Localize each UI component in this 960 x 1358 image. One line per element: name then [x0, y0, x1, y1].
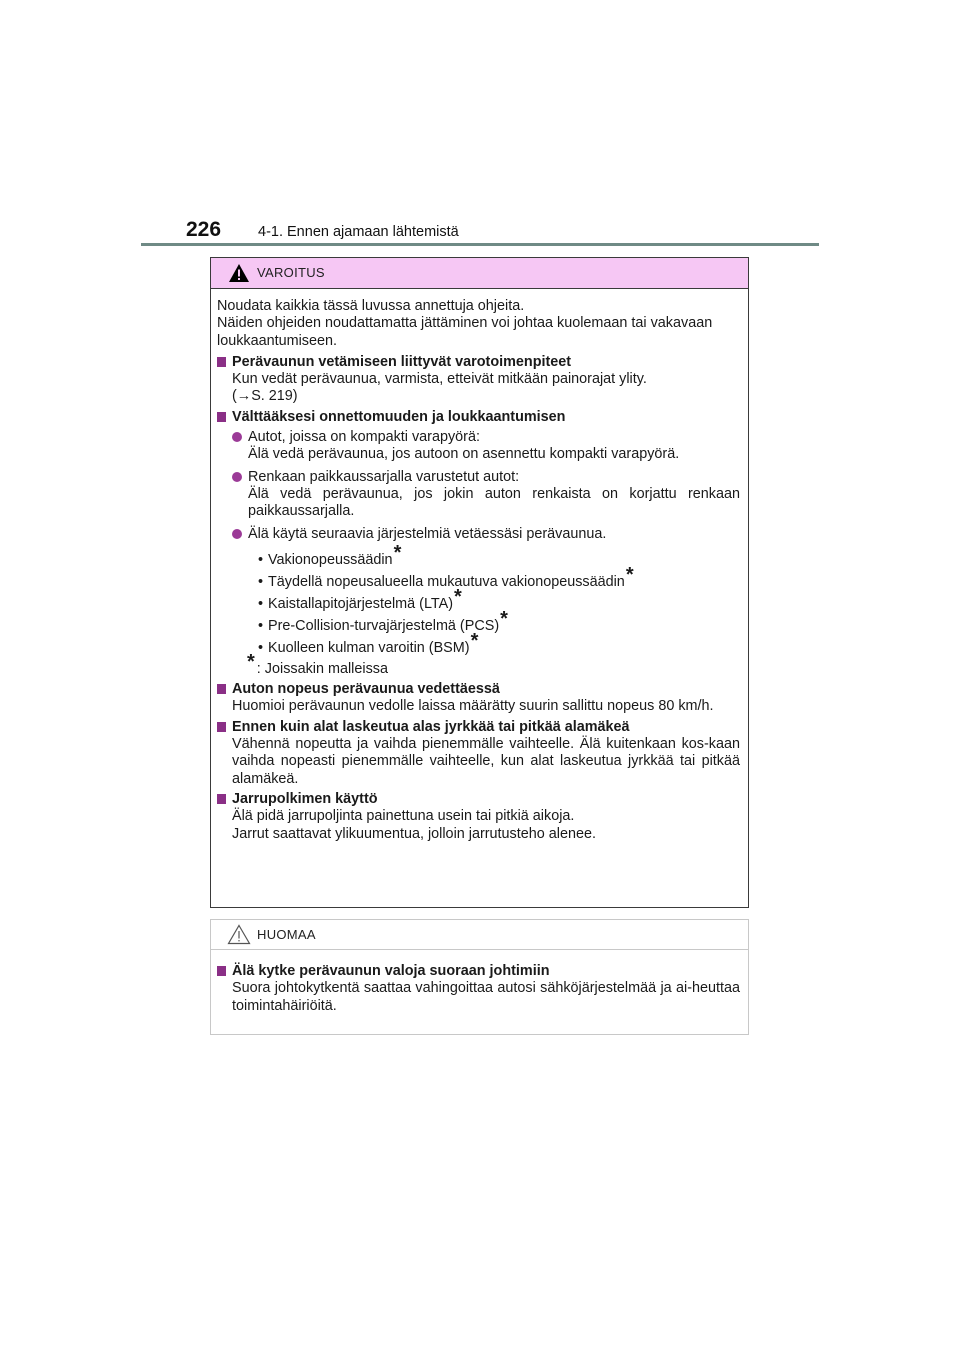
- warning-header: [211, 258, 748, 289]
- square-bullet-icon: [217, 684, 226, 694]
- system-item: • Kaistallapitojärjestelmä (LTA)*: [258, 585, 462, 612]
- asterisk-mark: *: [454, 585, 462, 608]
- notice-box: [210, 919, 749, 1035]
- asterisk-mark: *: [625, 563, 634, 586]
- section-text: Älä pidä jarrupoljinta painettuna usein tai pitkiä aikoja. Jarrut saattavat ylikuumentua, jolloin jarrutusteho alenee.: [232, 808, 596, 842]
- warning-label: VAROITUS: [257, 265, 325, 280]
- asterisk-mark: *: [393, 541, 402, 564]
- asterisk-mark: *: [500, 607, 508, 630]
- system-item: • Kuolleen kulman varoitin (BSM)*: [258, 629, 479, 656]
- warning-section: Perävaunun vetämiseen liittyvät varotoimenpiteet Kun vedät perävaunua, varmista, etteivät mitkään painorajat ylity. (→S. 219): [217, 354, 740, 406]
- warning-section: [217, 409, 740, 678]
- warning-section: [217, 719, 740, 788]
- caution-triangle-outline-icon: [227, 924, 251, 950]
- notice-section: [217, 963, 740, 1015]
- square-bullet-icon: [217, 966, 226, 976]
- section-heading: Välttääksesi onnettomuuden ja loukkaantumisen: [232, 408, 566, 425]
- system-name: Täydellä nopeusalueella mukautuva vakionopeussäädin: [268, 573, 625, 590]
- warning-triangle-icon: [228, 263, 250, 288]
- page-number: 226: [186, 218, 222, 241]
- notice-header: [211, 920, 748, 950]
- section-heading: Auton nopeus perävaunua vedettäessä: [232, 681, 500, 698]
- list-item-text: Autot, joissa on kompakti varapyörä: Älä vedä perävaunua, jos autoon on asennettu kompakti varapyörä.: [248, 429, 680, 463]
- list-item: [217, 526, 740, 543]
- square-bullet-icon: [217, 412, 226, 422]
- list-item: [217, 469, 740, 521]
- system-name: Vakionopeussäädin: [268, 551, 393, 568]
- section-heading: Perävaunun vetämiseen liittyvät varotoimenpiteet: [232, 353, 572, 370]
- warning-section: [217, 791, 740, 843]
- circle-bullet-icon: [232, 529, 242, 539]
- circle-bullet-icon: [232, 472, 242, 482]
- system-name: Kuolleen kulman varoitin (BSM): [268, 639, 470, 656]
- list-item-text: Älä käytä seuraavia järjestelmiä vetäessäsi perävaunua.: [248, 525, 607, 542]
- circle-bullet-icon: [232, 432, 242, 442]
- system-item: • Täydellä nopeusalueella mukautuva vakionopeussäädin*: [258, 563, 634, 590]
- page-reference: S. 219: [251, 388, 293, 405]
- footnote: [217, 650, 740, 678]
- square-bullet-icon: [217, 357, 226, 367]
- section-text: Huomioi perävaunun vedolle laissa määrätty suurin sallittu nopeus 80 km/h.: [232, 698, 714, 715]
- system-item: • Pre-Collision-turvajärjestelmä (PCS)*: [258, 607, 508, 634]
- system-name: Kaistallapitojärjestelmä (LTA): [268, 595, 454, 612]
- section-heading: Jarrupolkimen käyttö: [232, 790, 378, 807]
- warning-section: [217, 681, 740, 716]
- warning-intro: Noudata kaikkia tässä luvussa annettuja ohjeita. Näiden ohjeiden noudattamatta jättäminen voi johtaa kuolemaan tai vakavaan loukkaantumiseen.: [217, 298, 713, 349]
- header-divider: [141, 243, 819, 246]
- section-text: Suora johtokytkentä saattaa vahingoittaa autosi sähköjärjestelmää ja ai-heuttaa toimintahäiriöitä.: [232, 980, 740, 1014]
- square-bullet-icon: [217, 794, 226, 804]
- asterisk-mark: *: [247, 650, 255, 673]
- warning-box: [210, 257, 749, 908]
- section-text: Kun vedät perävaunua, varmista, etteivät mitkään painorajat ylity.: [232, 371, 647, 388]
- asterisk-mark: *: [470, 629, 479, 652]
- system-name: Pre-Collision-turvajärjestelmä (PCS): [268, 617, 500, 634]
- section-title: 4-1. Ennen ajamaan lähtemistä: [258, 224, 459, 240]
- footnote-text: : Joissakin malleissa: [256, 660, 388, 677]
- list-item-text: Renkaan paikkaussarjalla varustetut autot: Älä vedä perävaunua, jos jokin auton renkaista on korjattu renkaan paikkaussarjalla.: [248, 468, 740, 520]
- system-list: [217, 541, 740, 657]
- section-heading: Ennen kuin alat laskeutua alas jyrkkää tai pitkää alamäkeä: [232, 718, 630, 735]
- section-heading: Älä kytke perävaunun valoja suoraan johtimiin: [232, 963, 550, 979]
- section-text: Vähennä nopeutta ja vaihda pienemmälle vaihteelle. Älä kuitenkaan kos-kaan vaihda nopeasti pienemmälle vaihteelle, kun alat laskeutua jyrkkää tai pitkää alamäkeä.: [232, 736, 740, 787]
- square-bullet-icon: [217, 722, 226, 732]
- system-item: • Vakionopeussäädin*: [258, 541, 402, 568]
- notice-label: HUOMAA: [257, 927, 316, 942]
- list-item: [217, 429, 740, 464]
- reference-arrow-icon: →: [236, 388, 252, 405]
